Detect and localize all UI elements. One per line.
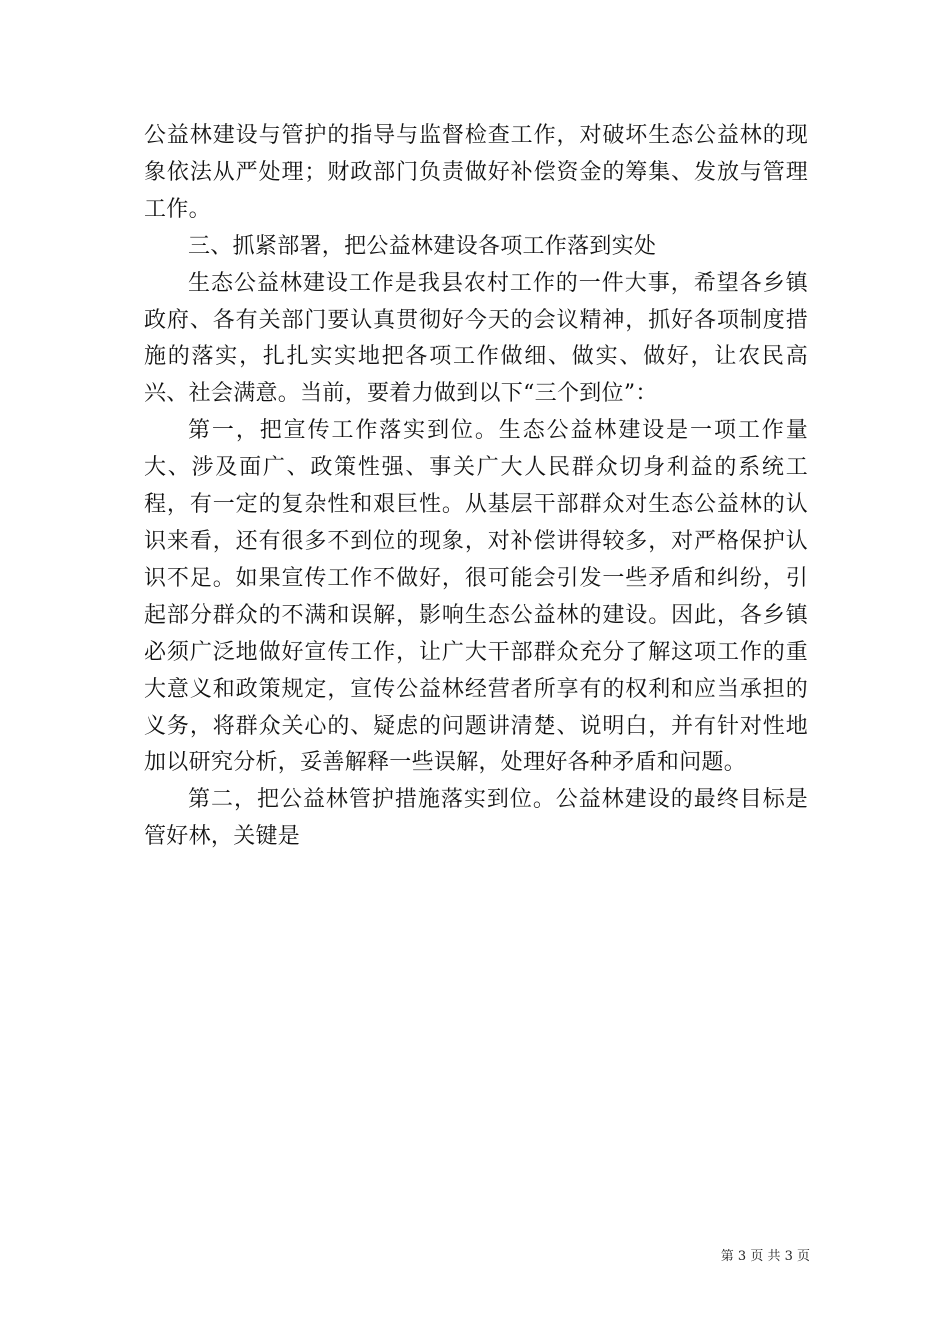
paragraph-1: 公益林建设与管护的指导与监督检查工作，对破坏生态公益林的现象依法从严处理；财政部门负责做好补偿资金的筹集、发放与管理工作。 <box>144 123 808 222</box>
paragraph-3: 第一，把宣传工作落实到位。生态公益林建设是一项工作量大、涉及面广、政策性强、事关广大人民群众切身利益的系统工程，有一定的复杂性和艰巨性。从基层干部群众对生态公益林的认识来看，还有很多不到位的现象，对补偿讲得较多，对严格保护认识不足。如果宣传工作不做好，很可能会引发一些矛盾和纠纷，引起部分群众的不满和误解，影响生态公益林的建设。因此，各乡镇必须广泛地做好宣传工作，让广大干部群众充分了解这项工作的重大意义和政策规定，宣传公益林经营者所享有的权利和应当承担的义务，将群众关心的、疑虑的问题讲清楚、说明白，并有针对性地加以研究分析，妥善解释一些误解，处理好各种矛盾和问题。 <box>144 418 808 776</box>
section-heading-3: 三、抓紧部署，把公益林建设各项工作落到实处 <box>188 233 657 259</box>
paragraph-2: 生态公益林建设工作是我县农村工作的一件大事，希望各乡镇政府、各有关部门要认真贯彻好今天的会议精神，抓好各项制度措施的落实，扎扎实实地把各项工作做细、做实、做好，让农民高兴、社会满意。当前，要着力做到以下“三个到位”： <box>144 270 808 407</box>
paragraph-4: 第二，把公益林管护措施落实到位。公益林建设的最终目标是管好林，关键是 <box>144 787 808 850</box>
page-number-footer: 第 3 页 共 3 页 <box>720 1249 810 1264</box>
document-body <box>144 118 808 856</box>
